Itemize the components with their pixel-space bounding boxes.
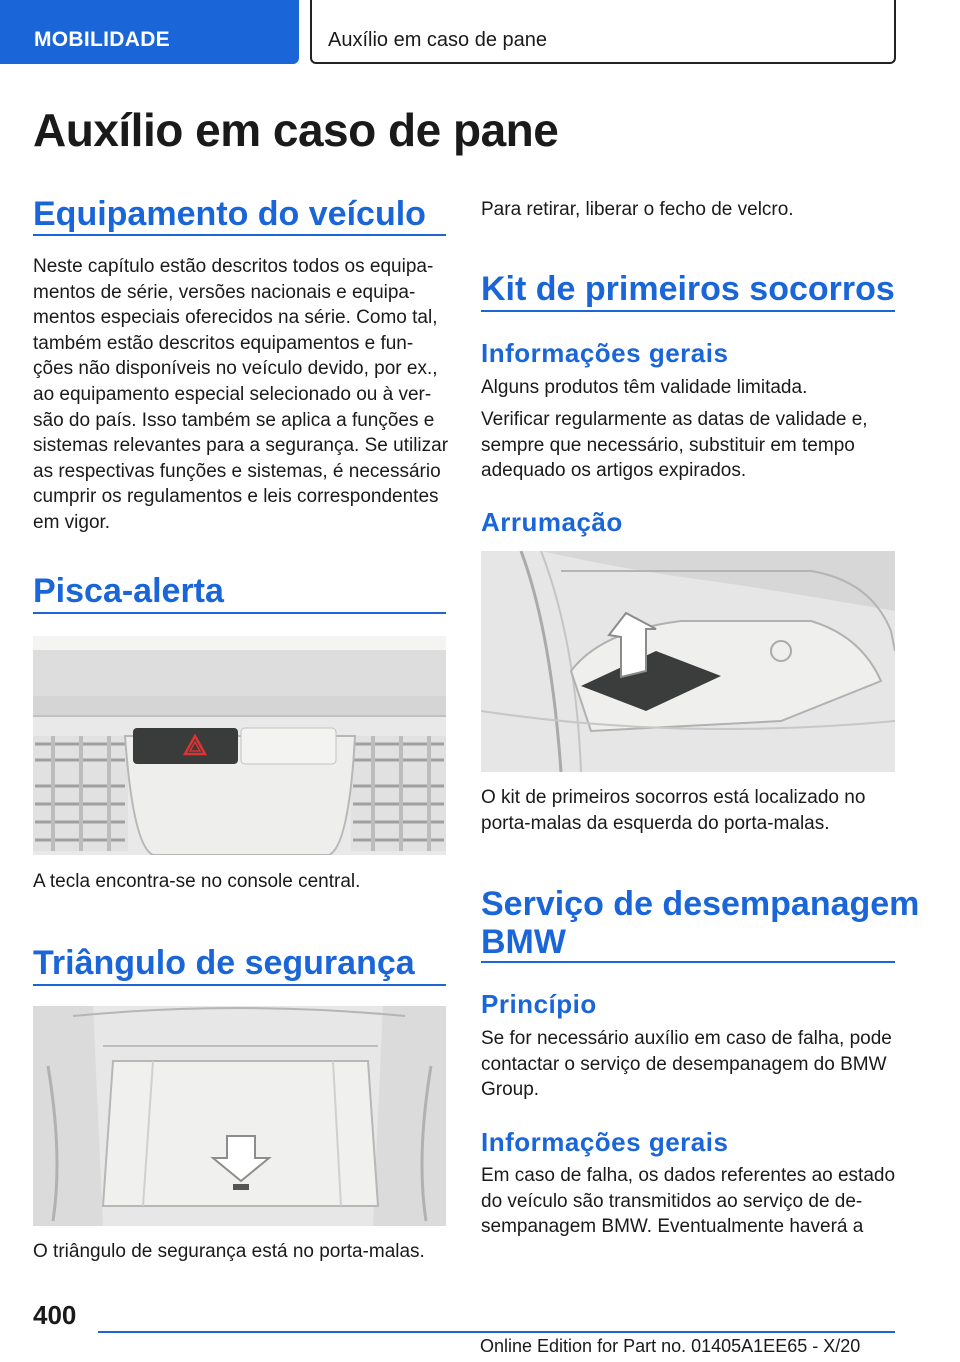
heading-rule: [481, 961, 895, 963]
edition-text: Online Edition for Part no. 01405A1EE65 - X/20: [480, 1336, 861, 1356]
text-line: sistemas relevantes para a segurança. Se utilizar: [33, 435, 449, 457]
text-line: do veículo são transmitidos ao serviço de de‐: [481, 1190, 863, 1212]
text-line: sempanagem BMW. Eventualmente haverá a: [481, 1216, 864, 1238]
heading-line: Serviço de desempanagem: [481, 885, 920, 923]
footer-rule: [98, 1331, 895, 1333]
text-line: mentos especiais oferecidos na série. Como tal,: [33, 307, 438, 329]
heading-service: [481, 885, 919, 961]
chapter-label: Auxílio em caso de pane: [328, 29, 548, 51]
subheading-storage: Arrumação: [481, 507, 623, 537]
text-line: sempre que necessário, substituir em tempo: [481, 434, 855, 456]
text-line: Se for necessário auxílio em caso de falha, pode: [481, 1028, 892, 1049]
heading-line: BMW: [481, 923, 566, 961]
first-aid-location-paragraph: [481, 785, 901, 836]
equipment-paragraph: [33, 254, 453, 536]
text-line: O kit de primeiros socorros está localizado no: [481, 787, 866, 808]
triangle-caption: O triângulo de segurança está no porta-malas.: [33, 1241, 425, 1262]
check-dates-paragraph: [481, 407, 901, 484]
subheading-general-info-service: Informações gerais: [481, 1127, 729, 1157]
text-line: Em caso de falha, os dados referentes ao estado: [481, 1165, 896, 1186]
hazard-switch-illustration: [33, 636, 446, 855]
heading-first-aid: Kit de primeiros socorros: [481, 270, 895, 308]
text-line: porta-malas da esquerda do porta-malas.: [481, 812, 830, 834]
service-general-paragraph: [481, 1163, 901, 1240]
text-line: em vigor.: [33, 511, 111, 533]
heading-triangle: Triângulo de segurança: [33, 944, 415, 982]
text-line: são do país. Isso também se aplica a funções e: [33, 409, 435, 431]
trunk-drawing: [33, 1006, 446, 1226]
text-line: ções não disponíveis no veículo devido, por ex.,: [33, 358, 438, 380]
text-line: as respectivas funções e sistemas, é necessário: [33, 460, 441, 482]
heading-rule: [33, 984, 446, 986]
text-line: Group.: [481, 1079, 540, 1101]
trunk-side-drawing: [481, 551, 895, 772]
text-line: também estão descritos equipamentos e fun‐: [33, 332, 414, 354]
text-line: contactar o serviço de desempanagem do BMW: [481, 1053, 887, 1075]
text-line: Neste capítulo estão descritos todos os equipa‐: [33, 256, 434, 277]
text-line: adequado os artigos expirados.: [481, 460, 747, 482]
heading-equipment: Equipamento do veículo: [33, 195, 426, 233]
page-title: Auxílio em caso de pane: [33, 104, 559, 156]
validity-text: Alguns produtos têm validade limitada.: [481, 377, 808, 398]
trunk-illustration: [33, 1006, 446, 1226]
subheading-principle: Princípio: [481, 989, 597, 1019]
section-label: MOBILIDADE: [34, 28, 170, 51]
chapter-header: [310, 0, 896, 64]
velcro-text: Para retirar, liberar o fecho de velcro.: [481, 199, 794, 220]
section-tab[interactable]: [0, 0, 299, 64]
heading-hazard: Pisca-alerta: [33, 572, 224, 610]
hazard-caption: A tecla encontra-se no console central.: [33, 871, 361, 892]
console-drawing: [33, 636, 446, 855]
text-line: cumprir os regulamentos e leis correspondentes: [33, 486, 439, 508]
text-line: mentos de série, versões nacionais e equipa‐: [33, 281, 416, 303]
text-line: Verificar regularmente as datas de validade e,: [481, 409, 868, 430]
heading-rule: [33, 612, 446, 614]
heading-rule: [33, 234, 446, 236]
page-number: 400: [33, 1300, 77, 1330]
principle-paragraph: [481, 1026, 901, 1103]
heading-rule: [481, 310, 895, 312]
subheading-general-info: Informações gerais: [481, 338, 729, 368]
first-aid-kit-illustration: [481, 551, 895, 772]
text-line: ao equipamento especial selecionado ou à ver‐: [33, 383, 432, 405]
